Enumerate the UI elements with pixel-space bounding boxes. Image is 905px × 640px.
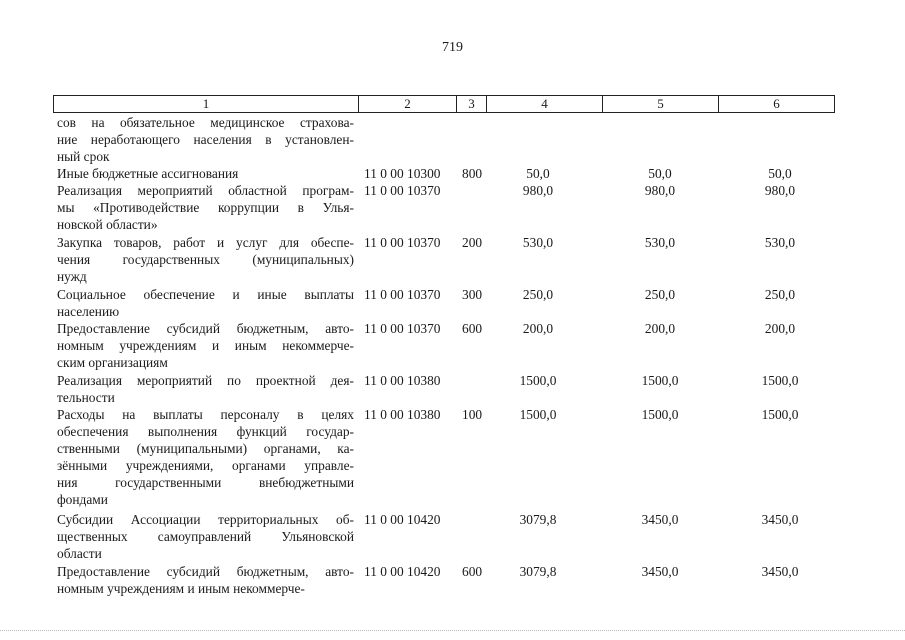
row-description-line: зёнными учреждениями, органами управле-	[57, 458, 354, 473]
row-description-line: области	[57, 546, 102, 561]
row-description	[57, 563, 354, 597]
row-description-line: Расходы на выплаты персоналу в целях	[57, 407, 354, 422]
row-value-col-4: 3079,8	[519, 512, 557, 527]
scan-edge-decoration	[0, 630, 905, 635]
row-value-col-6: 530,0	[764, 235, 796, 250]
row-code: 11 0 00 10300	[364, 166, 441, 181]
row-value-col-4: 1500,0	[519, 373, 557, 388]
row-code: 11 0 00 10370	[364, 287, 441, 302]
row-value-col-4: 200,0	[522, 321, 554, 336]
row-value-col-4: 530,0	[522, 235, 554, 250]
row-value-col-6: 1500,0	[761, 407, 799, 422]
row-value-col-6: 50,0	[768, 166, 792, 181]
row-description-line: номным учреждениям и иным некоммерче-	[57, 338, 354, 353]
row-value-col-5: 50,0	[648, 166, 672, 181]
row-description-line: Субсидии Ассоциации территориальных об-	[57, 512, 354, 527]
row-description-line: ный срок	[57, 149, 110, 164]
row-expense-type: 300	[462, 287, 483, 302]
row-description-line: чения государственных (муниципальных)	[57, 252, 354, 267]
row-description-line: населению	[57, 304, 120, 319]
row-description	[57, 165, 354, 182]
row-value-col-4: 50,0	[526, 166, 550, 181]
row-description-line: тельности	[57, 390, 115, 405]
row-description-line: ния государственными внебюджетными	[57, 475, 354, 490]
row-description	[57, 114, 354, 165]
row-value-col-6: 3450,0	[761, 512, 799, 527]
row-description	[57, 511, 354, 562]
row-code: 11 0 00 10380	[364, 373, 441, 388]
row-value-col-6: 250,0	[764, 287, 796, 302]
row-expense-type: 100	[462, 407, 483, 422]
row-description-line: Социальное обеспечение и иные выплаты	[57, 287, 354, 302]
row-value-col-4: 3079,8	[519, 564, 557, 579]
row-value-col-4: 980,0	[522, 183, 554, 198]
row-value-col-6: 200,0	[764, 321, 796, 336]
row-description	[57, 406, 354, 508]
row-description-line: фондами	[57, 492, 108, 507]
row-value-col-5: 3450,0	[641, 564, 679, 579]
row-code: 11 0 00 10370	[364, 321, 441, 336]
row-value-col-5: 3450,0	[641, 512, 679, 527]
row-code: 11 0 00 10370	[364, 235, 441, 250]
table-header	[53, 95, 835, 113]
row-value-col-6: 1500,0	[761, 373, 799, 388]
header-col-3: 3	[457, 96, 487, 112]
row-value-col-5: 200,0	[644, 321, 676, 336]
row-description-line: Предоставление субсидий бюджетным, авто-	[57, 564, 354, 579]
row-code: 11 0 00 10420	[364, 564, 441, 579]
row-description-line: Иные бюджетные ассигнования	[57, 166, 239, 181]
row-description-line: обеспечения выполнения функций государ-	[57, 424, 354, 439]
row-code: 11 0 00 10420	[364, 512, 441, 527]
row-description-line: Предоставление субсидий бюджетным, авто-	[57, 321, 354, 336]
row-description-line: ние неработающего населения в установлен-	[57, 132, 354, 147]
row-description-line: номным учреждениям и иным некоммерче-	[57, 581, 305, 596]
header-col-5: 5	[603, 96, 719, 112]
row-expense-type: 600	[462, 321, 483, 336]
row-expense-type: 200	[462, 235, 483, 250]
row-description-line: щественных самоуправлений Ульяновской	[57, 529, 354, 544]
row-description-line: Закупка товаров, работ и услуг для обеспе-	[57, 235, 354, 250]
row-description	[57, 320, 354, 371]
row-value-col-5: 530,0	[644, 235, 676, 250]
row-value-col-4: 1500,0	[519, 407, 557, 422]
row-description-line: мы «Противодействие коррупции в Улья-	[57, 200, 354, 215]
row-value-col-5: 1500,0	[641, 373, 679, 388]
row-value-col-5: 980,0	[644, 183, 676, 198]
row-expense-type: 800	[462, 166, 483, 181]
row-description	[57, 234, 354, 285]
header-col-2: 2	[359, 96, 457, 112]
row-description-line: ственными (муниципальными) органами, ка-	[57, 441, 354, 456]
row-value-col-4: 250,0	[522, 287, 554, 302]
header-col-6: 6	[773, 96, 780, 111]
row-description-line: Реализация мероприятий областной програм-	[57, 183, 354, 198]
row-value-col-6: 980,0	[764, 183, 796, 198]
row-description-line: сов на обязательное медицинское страхова-	[57, 115, 354, 130]
row-description-line: новской области»	[57, 217, 158, 232]
row-value-col-5: 250,0	[644, 287, 676, 302]
page-number: 719	[442, 40, 463, 55]
row-description-line: нужд	[57, 269, 87, 284]
row-code: 11 0 00 10370	[364, 183, 441, 198]
row-description	[57, 286, 354, 320]
header-col-1: 1	[54, 96, 359, 112]
row-code: 11 0 00 10380	[364, 407, 441, 422]
row-value-col-5: 1500,0	[641, 407, 679, 422]
row-expense-type: 600	[462, 564, 483, 579]
header-col-4: 4	[487, 96, 603, 112]
row-description	[57, 182, 354, 233]
row-description-line: ским организациям	[57, 355, 168, 370]
row-description-line: Реализация мероприятий по проектной дея-	[57, 373, 354, 388]
row-description	[57, 372, 354, 406]
row-value-col-6: 3450,0	[761, 564, 799, 579]
